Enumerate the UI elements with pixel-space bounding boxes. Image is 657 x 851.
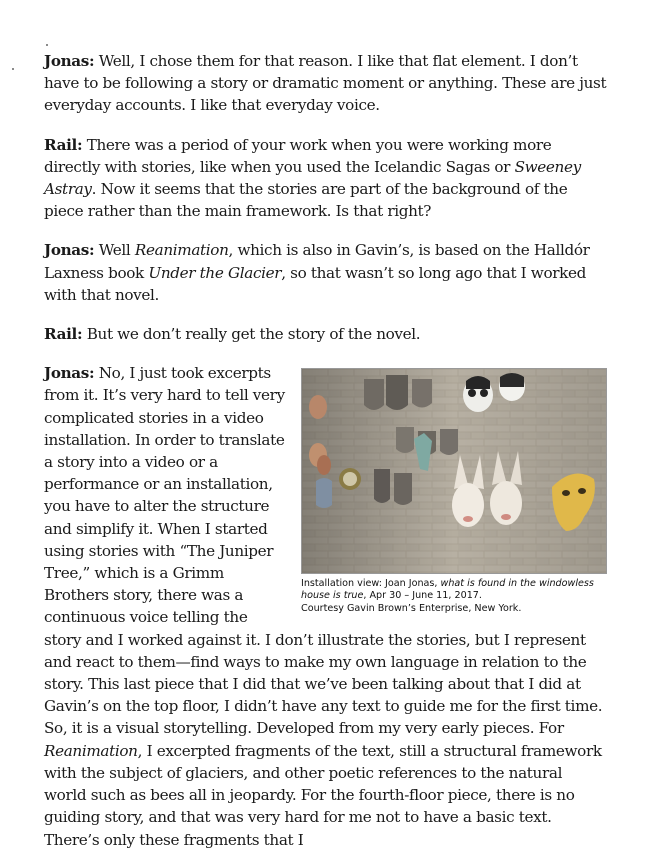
interview-paragraph bbox=[44, 134, 607, 223]
speaker-label: Jonas: bbox=[44, 52, 95, 70]
interview-paragraph bbox=[44, 50, 607, 117]
speaker-label: Jonas: bbox=[44, 364, 95, 383]
speaker-label: Rail: bbox=[44, 135, 83, 154]
paragraph-text: . Now it seems that the stories are part of the background of the piece rather than the main framework. Is that right? bbox=[44, 180, 568, 221]
title-reference: Sweeney Astray bbox=[44, 157, 581, 199]
speaker-label: Rail: bbox=[44, 325, 83, 344]
paragraph-text: But we don’t really get the story of the novel. bbox=[82, 325, 421, 344]
speaker-label: Jonas: bbox=[44, 241, 95, 260]
interview-paragraph bbox=[44, 323, 607, 345]
caption-prefix: Installation view: Joan Jonas, bbox=[301, 578, 441, 590]
title-reference: Under the Glacier bbox=[148, 263, 282, 282]
paragraph-text: Well bbox=[94, 241, 135, 260]
paragraph-text: No, I just took excerpts from it. It’s very hard to tell very complicated stories in a video installation. In order to translate a story into a video or a performance or an installation, you have to alter the structure and simplify it. When I started using stories with “The Juniper Tree,” which is a Grimm Brothers story, there was a continuous voice telling the story and I worked against it. I don’t illustrate the stories, but I represent and react to them—find ways to make my own language in relation to the story. This last piece that I did that we’ve been talking about that I did at Gavin’s on the top floor, I didn’t have any text to guide me for the first time. So, it is a visual storytelling. Developed from my very early pieces. For bbox=[44, 364, 603, 738]
installation-photo bbox=[301, 368, 607, 574]
installation-figure bbox=[301, 368, 607, 615]
paragraph-text: Well, I chose them for that reason. I like that flat element. I don’t have to be following a story or dramatic moment or anything. These are just everyday accounts. I like that everyday voice. bbox=[44, 52, 607, 115]
caption-credit: Courtesy Gavin Brown’s Enterprise, New York. bbox=[301, 602, 522, 614]
title-reference: Reanimation bbox=[134, 241, 229, 260]
caption-work-title: what is found in the windowless house is true bbox=[301, 578, 594, 602]
paragraph-text: , so that wasn’t so long ago that I worked with that novel. bbox=[44, 263, 587, 304]
paragraph-text: , I excerpted fragments of the text, still a structural framework with the subject of glaciers, and other poetic references to the natural world such as bees all in jeopardy. For the fourth-floor piece, there is no guiding story, and that was very hard for me not to have a basic text. There’s only these fragments that I bbox=[44, 741, 602, 849]
paragraph-text: , which is also in Gavin’s, is based on the Halldór Laxness book bbox=[44, 241, 590, 282]
scan-speck bbox=[46, 44, 48, 46]
scan-speck bbox=[12, 68, 14, 70]
caption-dates: , Apr 30 – June 11, 2017. bbox=[363, 590, 482, 602]
paragraph-text: There was a period of your work when you were working more directly with stories, like when you used the Icelandic Sagas or bbox=[44, 135, 552, 176]
figure-caption bbox=[301, 578, 607, 615]
interview-paragraph bbox=[44, 239, 607, 306]
title-reference: Reanimation bbox=[44, 741, 138, 760]
